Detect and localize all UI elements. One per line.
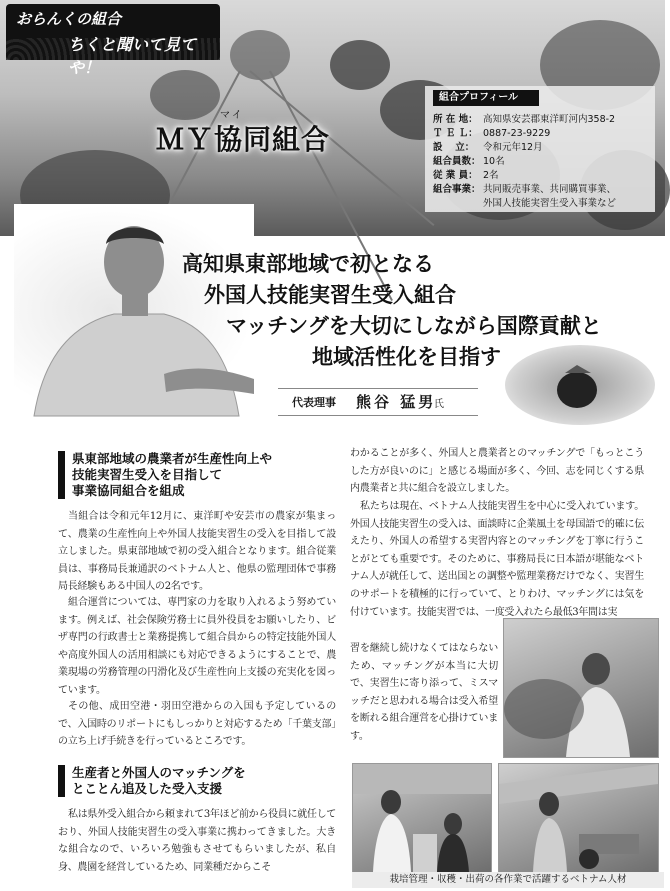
- profile-row: 設 立： 令和元年12月: [433, 142, 543, 153]
- badge-line1: おらんくの組合: [16, 10, 122, 28]
- page-title: ＭＹ協同組合: [156, 123, 331, 156]
- profile-row: Ｔ Ｅ Ｌ： 0887-23-9229: [433, 128, 551, 139]
- column2-para1: わかることが多く、外国人と農業者とのマッチングで「もっとこうした方が良いのに」と感じる場面が多く、今回、志を同じくする県内農業者と共に組合を設立しました。: [350, 448, 644, 495]
- section1-para2: 組合運営については、専門家の力を取り入れるよう努めています。例えば、社会保険労務士に員外役員をお願いしたり、ビザ専門の行政書士と業務提携して組合員からの特定技能外国人や高度外国人の活用相談にも対応できるようにすることで、農業現場の労務管理の円滑化及び生産性向上支援の充実化を図っています。: [58, 597, 336, 696]
- worker-photo-2: [352, 763, 492, 873]
- representative-title: 代表理事: [292, 396, 336, 409]
- headline-line1: 高知県東部地域で初となる: [182, 251, 434, 276]
- section1-heading: 県東部地域の農業者が生産性向上や 技能実習生受入を目指して 事業協同組合を組成: [58, 451, 340, 499]
- headline-line3: マッチングを大切にしながら国際貢献と: [226, 313, 602, 338]
- profile-row: 従 業 員： 2名: [433, 170, 499, 181]
- representative-honorific: 氏: [434, 399, 444, 410]
- section2-para1: 私は県外受入組合から頼まれて3年ほど前から役員に就任しており、外国人技能実習生の受入事業に携わってきました。大きな組合なので、いろいろ勉強もさせてもらいましたが、私自身、農園を経営しているため、同業種だからこそ: [58, 809, 336, 873]
- worker-photo-3: [498, 763, 659, 873]
- photo-caption: 栽培管理・収穫・出荷の各作業で活躍するベトナム人材: [352, 872, 664, 888]
- representative-credit: [278, 388, 478, 416]
- worker-photo-1: [503, 618, 659, 758]
- badge-line2: ちくと聞いて見てや！: [68, 35, 197, 77]
- headline-line4: 地域活性化を目指す: [312, 344, 501, 369]
- headline-line2: 外国人技能実習生受入組合: [204, 282, 456, 307]
- profile-row: 外国人技能実習生受入事業など: [483, 198, 617, 209]
- column-badge: [6, 4, 220, 77]
- profile-row: 所 在 地： 高知県安芸郡東洋町河内358-2: [433, 114, 616, 125]
- section1-para3: その他、成田空港・羽田空港からの入国も予定しているので、入国時のリポートにもしっかりと対応するため「千葉支部」の立ち上げ手続きを行っているところです。: [58, 701, 336, 748]
- representative-name: 熊谷 猛男: [356, 393, 437, 411]
- title-ruby: マイ: [220, 110, 244, 121]
- profile-row: 組合員数： 10名: [433, 156, 505, 167]
- profile-heading: 組合プロフィール: [433, 90, 539, 106]
- header-photo: [0, 0, 665, 236]
- column2-para2a: 私たちは現在、ベトナム人技能実習生を中心に受入れています。外国人技能実習生の受入は、面談時に企業風土を母国語で的確に伝えたり、外国人の希望する実習内容とのマッチングを丁寧に行うことがとても重要です。そのために、事務局長に日本語が堪能なベトナム人が就任して、送出国との調整や監理業務だけでなく、実習生のサポートを積極的に行っていて、とりわけ、マッチングには気を付けています。技能実習では、一度受入れたら最低3年間は実: [350, 501, 644, 618]
- profile-row: 組合事業： 共同販売事業、共同購買事業、: [433, 184, 617, 195]
- eggplant-photo: [505, 345, 655, 425]
- section1-para1: 当組合は令和元年12月に、東洋町や安芸市の農家が集まって、農業の生産性向上や外国人技能実習生の受入を目指して設立しました。県東部地域で初の受入組合となります。組合従業員は、事務局長兼通訳のベトナム人と、他県の監理団体で事務局長経験もある中国人の2名です。: [58, 511, 336, 593]
- section2-heading: 生産者と外国人のマッチングを とことん追及した受入支援: [58, 765, 340, 797]
- column2-para2b: 習を継続し続けなくてはならないため、マッチングが本当に大切で、実習生に寄り添って、ミスマッチだと思われる場合は受入希望を断れる組合運営を心掛けています。: [350, 643, 498, 742]
- profile-box: [425, 86, 655, 212]
